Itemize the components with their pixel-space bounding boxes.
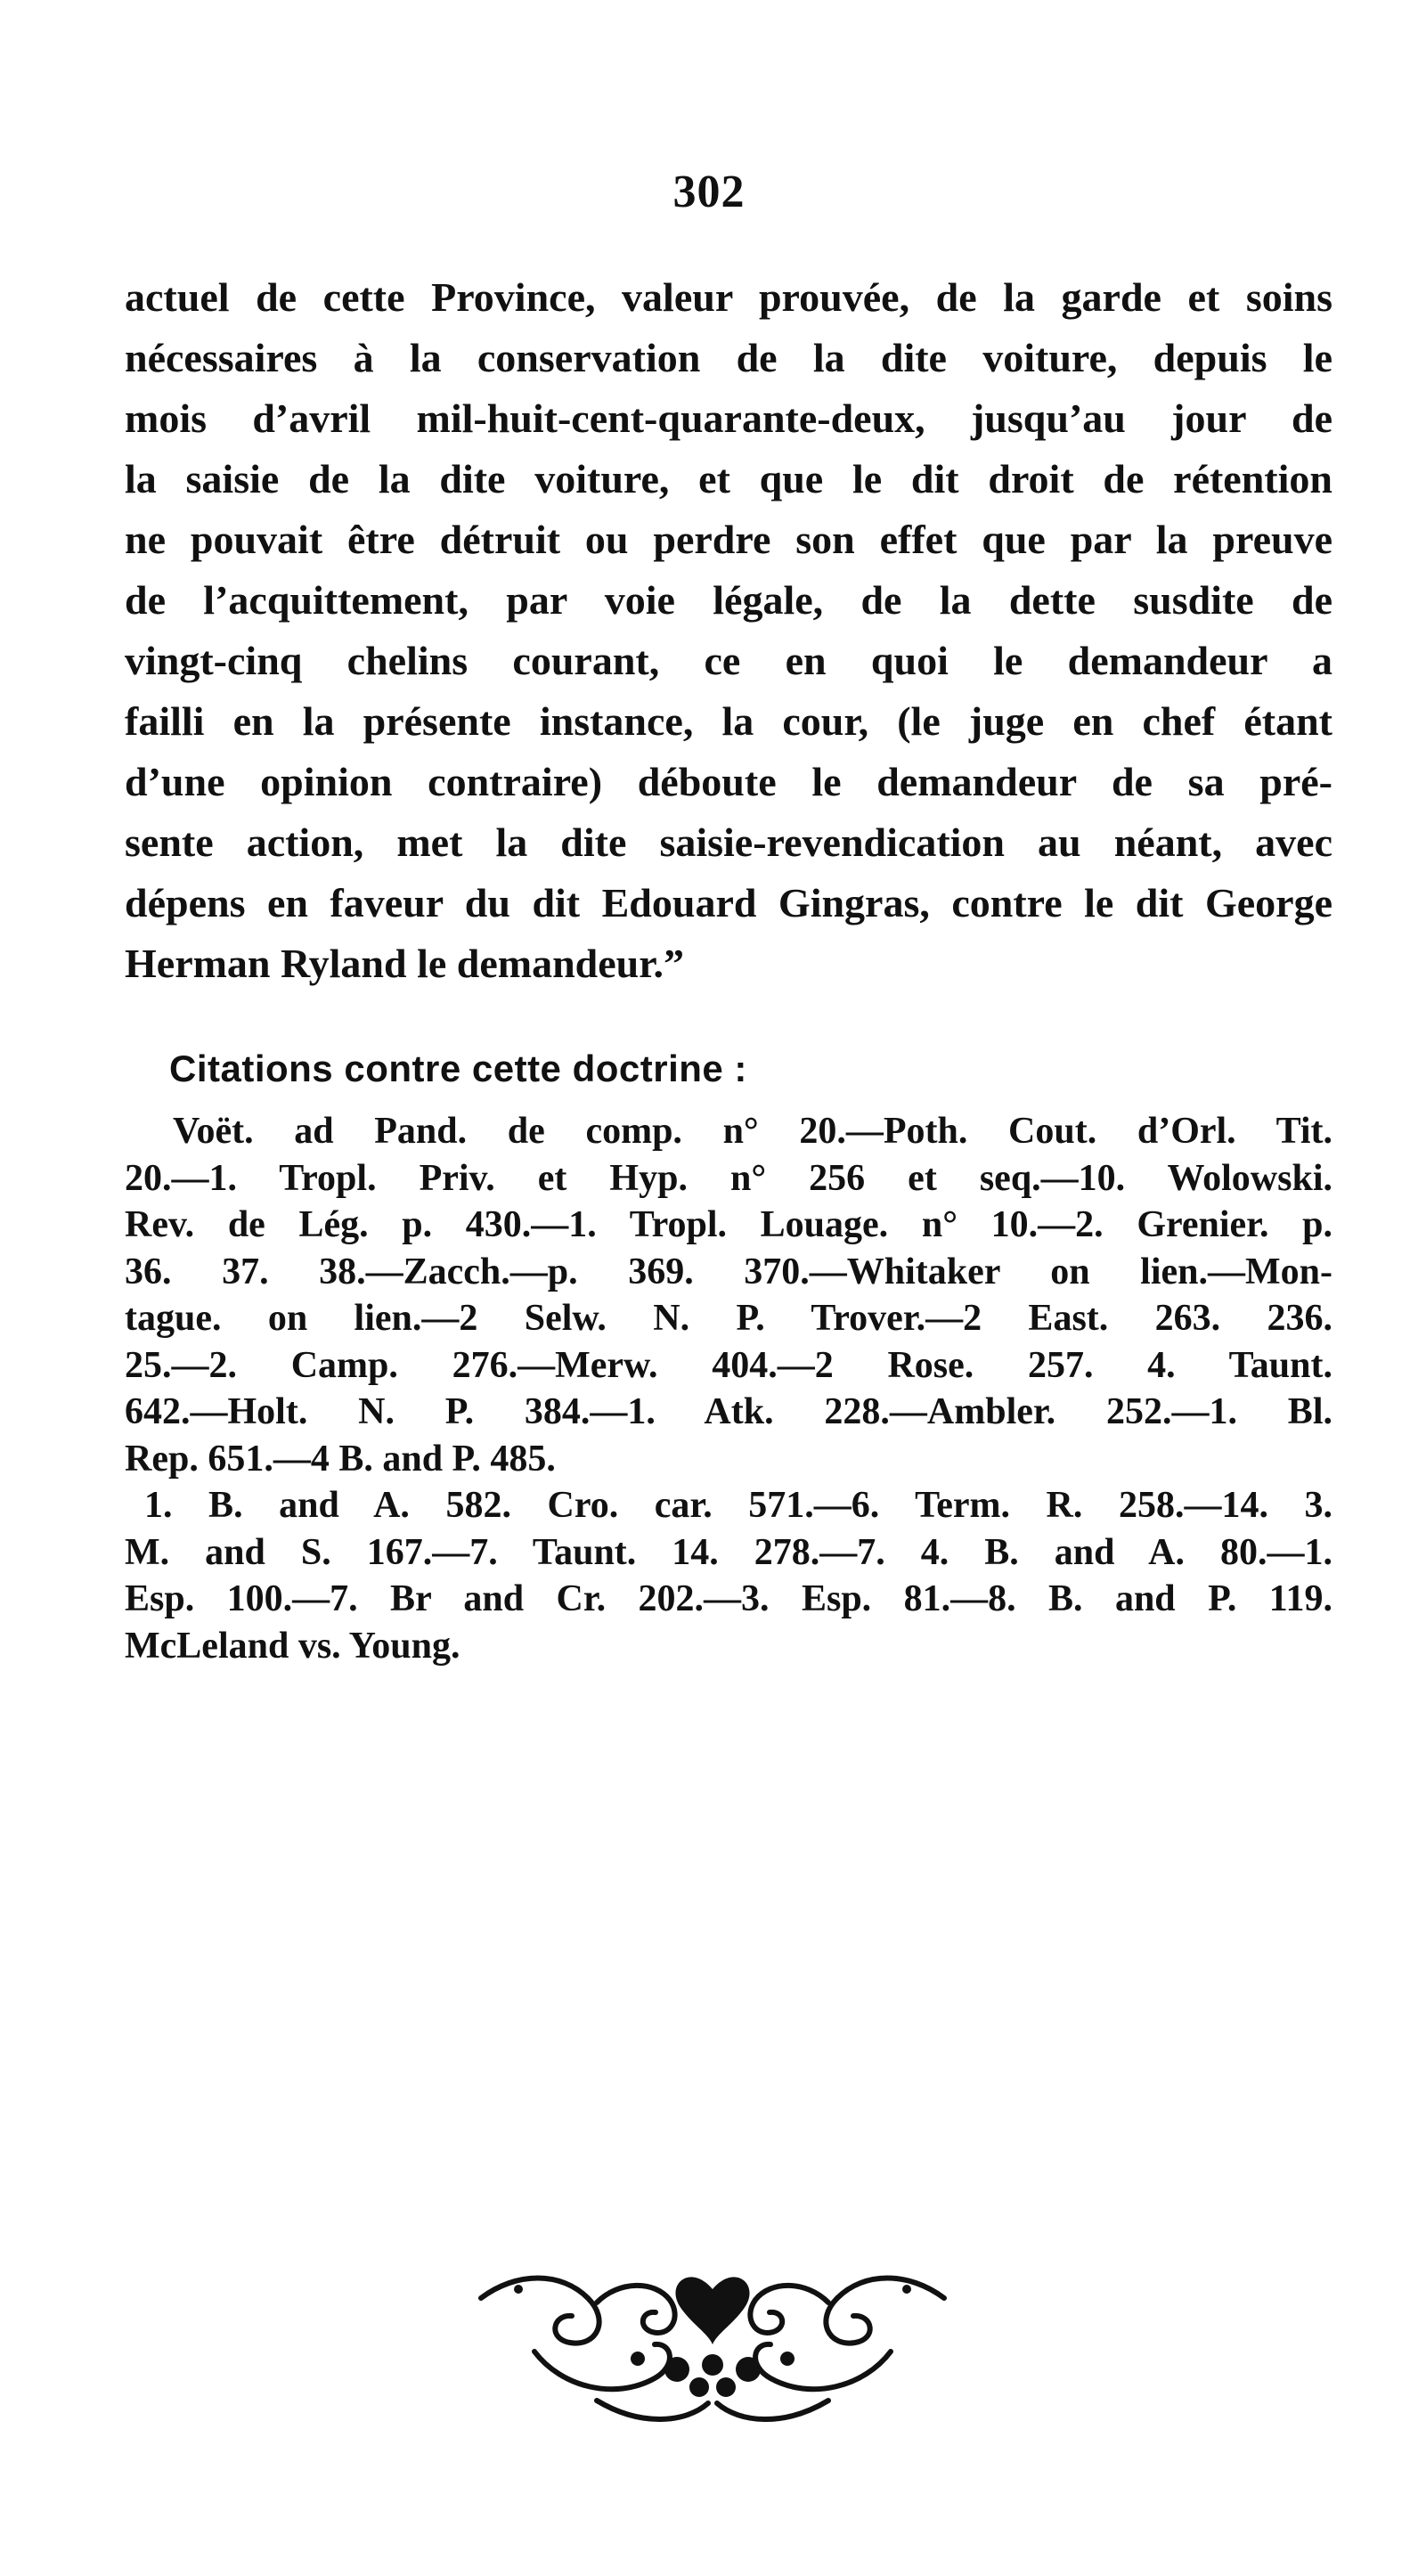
citation-line: Esp. 100.—7. Br and Cr. 202.—3. Esp. 81.—8. B. and P. 119.: [125, 1578, 1332, 1619]
citation-line: 25.—2. Camp. 276.—Merw. 404.—2 Rose. 257. 4. Taunt.: [125, 1344, 1332, 1386]
decorative-ornament-icon: [463, 2245, 962, 2432]
judgment-line: vingt-cinq chelins courant, ce en quoi le demandeur a: [125, 638, 1332, 683]
citation-line: tague. on lien.—2 Selw. N. P. Trover.—2 East. 263. 236.: [125, 1298, 1332, 1339]
page-number: 302: [672, 167, 746, 217]
judgment-line: sente action, met la dite saisie-revendication au néant, avec: [125, 819, 1332, 865]
judgment-line: de l’acquittement, par voie légale, de la dette susdite de: [125, 577, 1332, 623]
citation-line: 1. B. and A. 582. Cro. car. 571.—6. Term. R. 258.—14. 3.: [144, 1485, 1332, 1526]
judgment-line: la saisie de la dite voiture, et que le dit droit de rétention: [125, 456, 1332, 501]
citation-line: McLeland vs. Young.: [125, 1625, 460, 1667]
judgment-line: actuel de cette Province, valeur prouvée, de la garde et soins: [125, 274, 1332, 320]
citation-line: 20.—1. Tropl. Priv. et Hyp. n° 256 et seq.—10. Wolowski.: [125, 1157, 1332, 1199]
citations-list: [125, 1108, 1332, 1669]
judgment-line: mois d’avril mil-huit-cent-quarante-deux, jusqu’au jour de: [125, 395, 1332, 441]
judgment-line: d’une opinion contraire) déboute le demandeur de sa pré-: [125, 759, 1332, 804]
citation-line: M. and S. 167.—7. Taunt. 14. 278.—7. 4. B. and A. 80.—1.: [125, 1531, 1332, 1573]
judgment-line: ne pouvait être détruit ou perdre son effet que par la preuve: [125, 517, 1332, 562]
judgment-line: dépens en faveur du dit Edouard Gingras, contre le dit George: [125, 880, 1332, 925]
judgment-line: Herman Ryland le demandeur.”: [125, 941, 684, 986]
citation-line: 36. 37. 38.—Zacch.—p. 369. 370.—Whitaker on lien.—Mon-: [125, 1251, 1332, 1292]
judgment-text: [125, 267, 1332, 994]
citations-heading: Citations contre cette doctrine :: [169, 1048, 747, 1089]
citation-line: 642.—Holt. N. P. 384.—1. Atk. 228.—Ambler. 252.—1. Bl.: [125, 1391, 1332, 1432]
judgment-line: nécessaires à la conservation de la dite voiture, depuis le: [125, 335, 1332, 380]
citation-line: Rev. de Lég. p. 430.—1. Tropl. Louage. n° 10.—2. Grenier. p.: [125, 1204, 1332, 1245]
citation-line: Voët. ad Pand. de comp. n° 20.—Poth. Cout. d’Orl. Tit.: [173, 1111, 1332, 1152]
citation-line: Rep. 651.—4 B. and P. 485.: [125, 1438, 556, 1480]
judgment-line: failli en la présente instance, la cour, (le juge en chef étant: [125, 698, 1332, 744]
